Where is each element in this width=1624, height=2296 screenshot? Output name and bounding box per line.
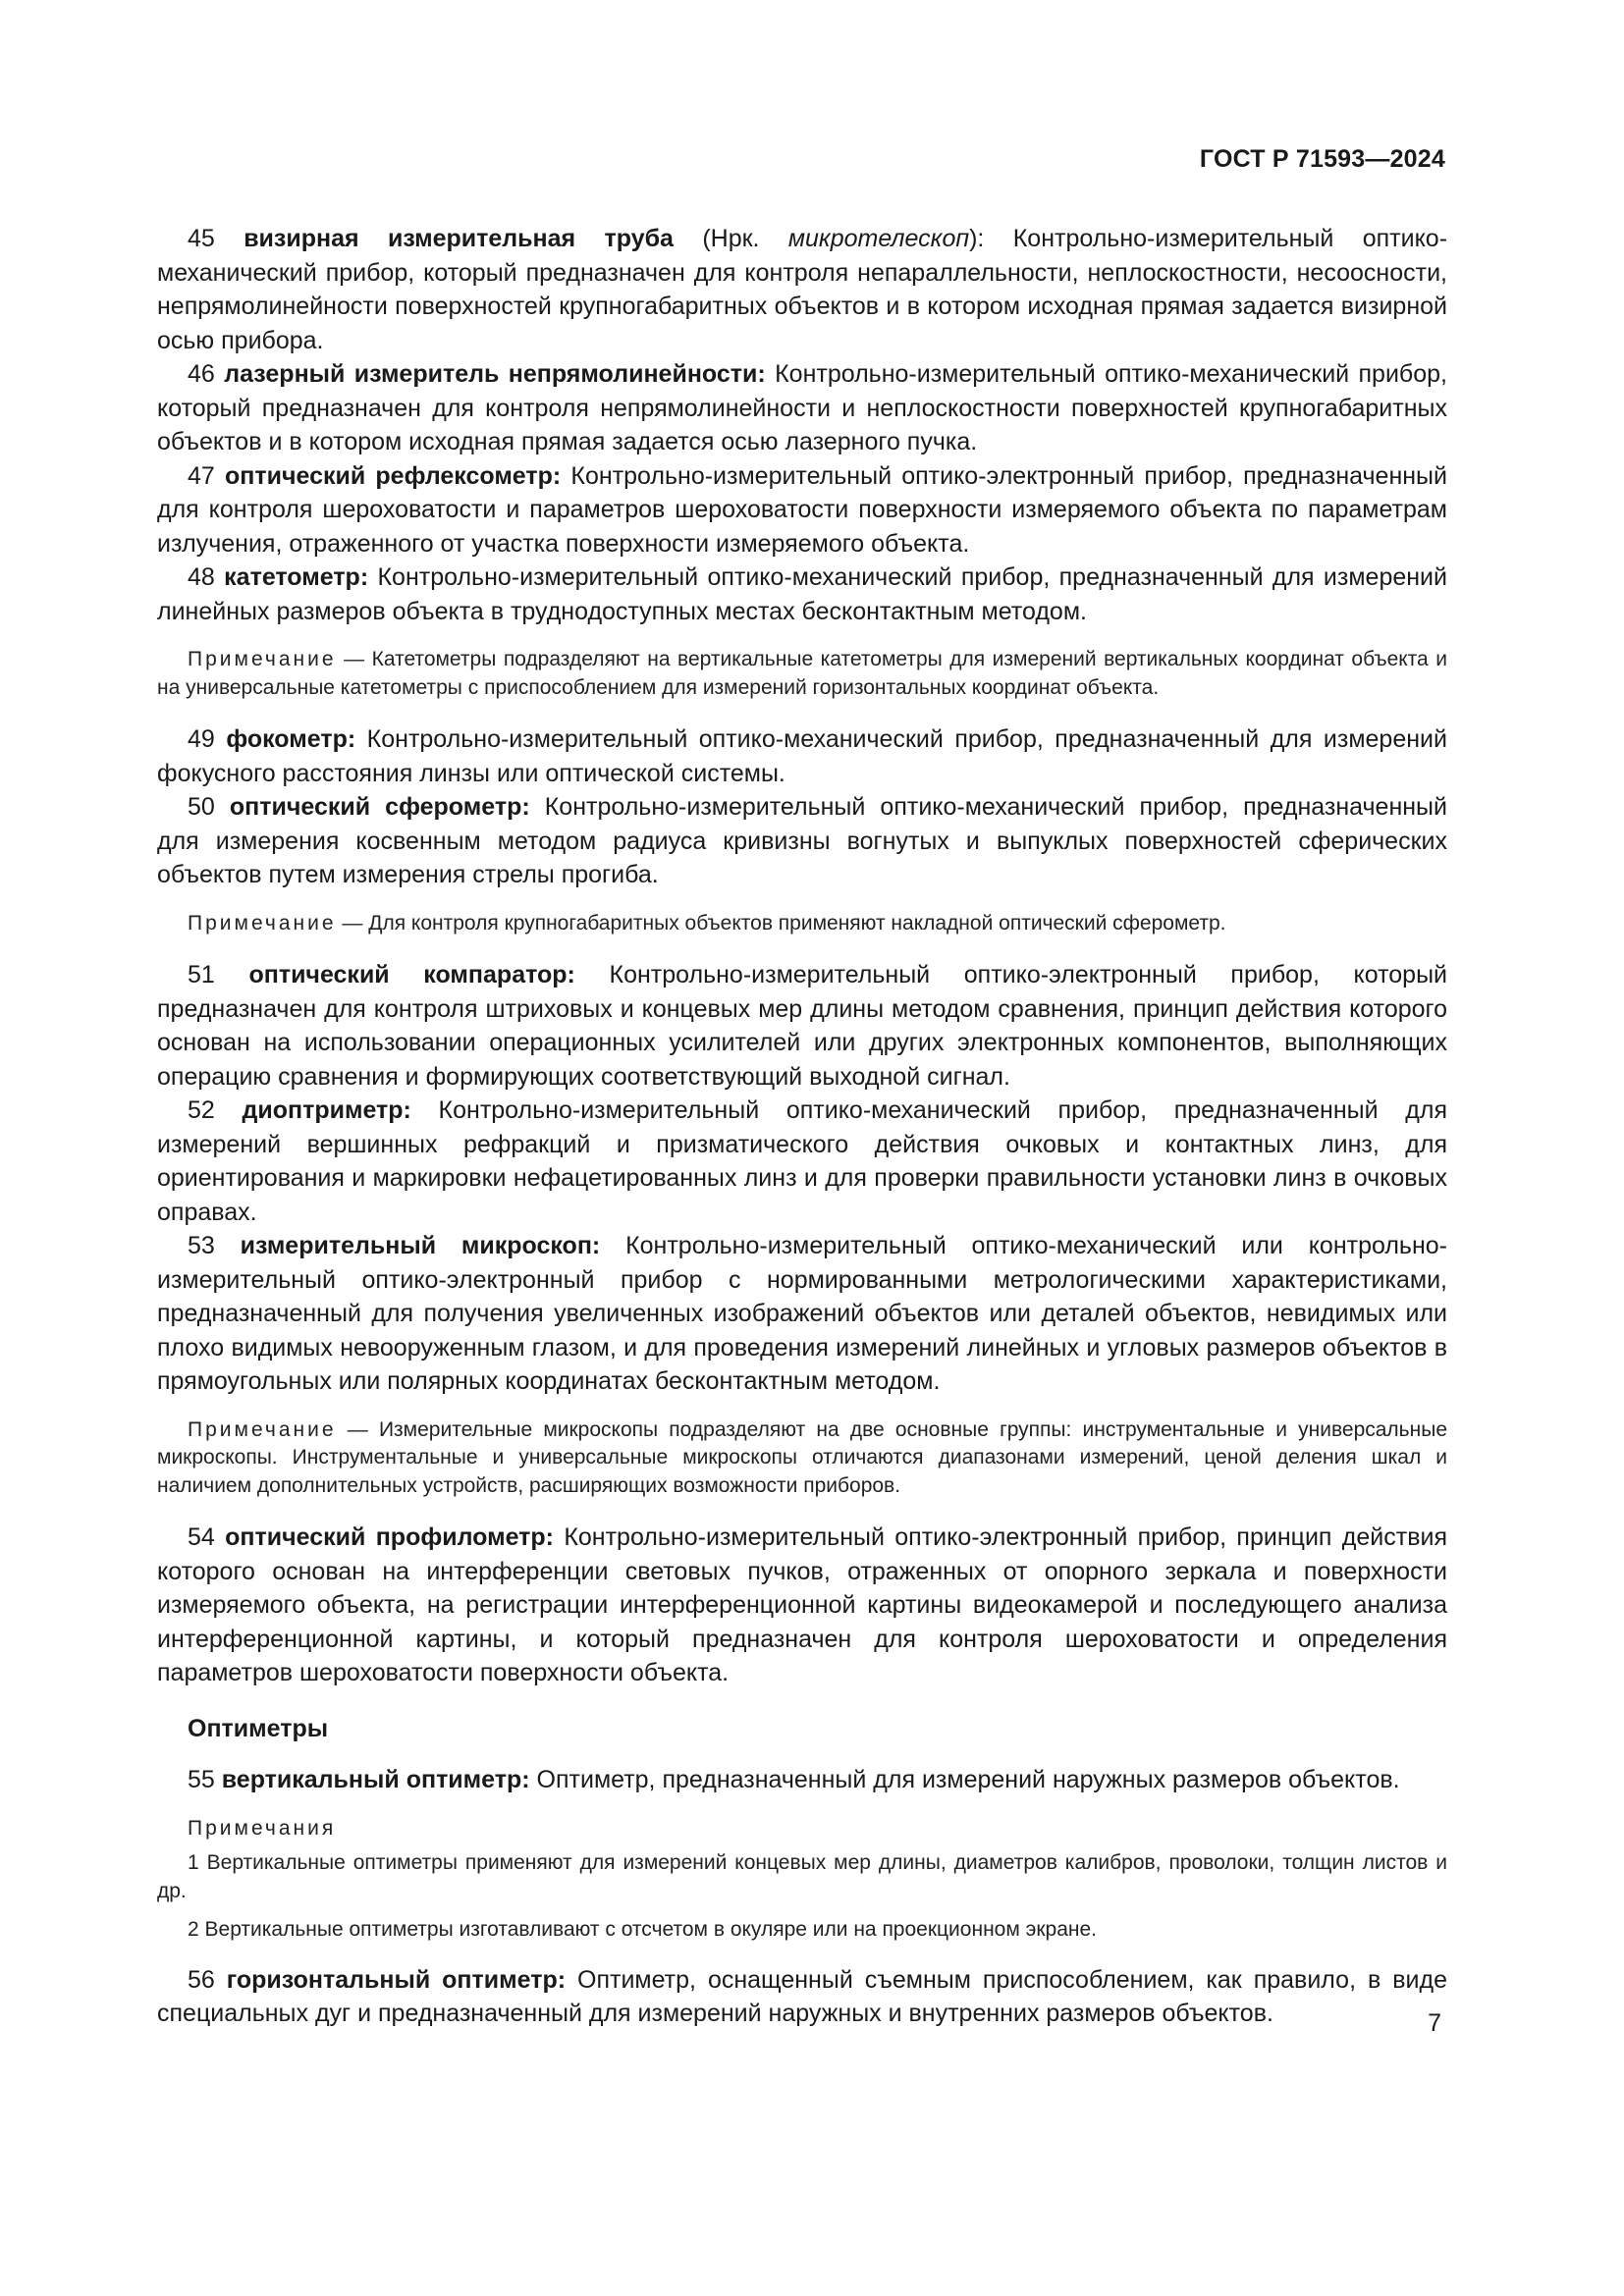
term-name: вертикальный оптиметр: [221,1766,530,1793]
note-item-1: 1 Вертикальные оптиметры применяют для измерений концевых мер длины, диаметров калибров, проволоки, толщин листов и др. [157,1851,1447,1902]
note-53 [157,1416,1447,1501]
term-name: оптический сферометр: [229,793,530,821]
term-name: измерительный микроскоп: [240,1232,601,1259]
term-52 [157,1094,1447,1229]
section-title: Оптиметры [188,1714,329,1742]
note-text: — Катетометры подразделяют на вертикальные катетометры для измерений вертикальных координат объекта и на универсальные катетометры с приспособлением для измерений горизонтальных координат объекта. [157,648,1447,699]
term-54 [157,1521,1447,1690]
term-definition: Контрольно-измерительный оптико-электронный прибор, принцип действия которого основан на интерференции световых пучков, отраженных от опорного зеркала и поверхности измеряемого объекта, на регистрации интерференционной картины видеокамерой и последующего анализа интерференционной картины, и который предназначен для контроля шероховатости и определения параметров шероховатости поверхности объекта. [157,1523,1447,1686]
note-48 [157,646,1447,702]
term-46 [157,357,1447,459]
term-name: оптический профилометр: [225,1523,554,1551]
term-name: диоптриметр: [242,1096,411,1124]
term-name: катетометр: [224,563,369,591]
term-definition: Контрольно-измерительный оптико-механический прибор, предназначенный для измерений линейных размеров объекта в труднодоступных местах бесконтактным методом. [157,563,1447,625]
term-definition: Контрольно-измерительный оптико-механический или контрольно-измерительный оптико-электронный прибор с нормированными метрологическими характеристиками, предназначенный для получения увеличенных изображений объектов или деталей объектов, невидимых или плохо видимых невооруженным глазом, и для проведения измерений линейных и угловых размеров объектов в прямоугольных или полярных координатах бесконтактным методом. [157,1232,1447,1395]
term-number: 52 [188,1096,215,1124]
term-number: 53 [188,1232,215,1259]
term-name: визирная измерительная труба [244,225,674,252]
term-name: лазерный измеритель непрямолинейности: [224,360,766,388]
term-53 [157,1229,1447,1399]
term-number: 45 [188,225,215,252]
term-definition: Контрольно-измерительный оптико-механический прибор, предназначенный для измерений фокусного расстояния линзы или оптической системы. [157,725,1447,787]
term-number: 47 [188,461,215,490]
note-text: — Для контроля крупногабаритных объектов применяют накладной оптический сферометр. [336,911,1226,934]
term-definition: Контрольно-измерительный оптико-механический прибор, предназначенный для измерения косвенным методом радиуса кривизны вогнутых и выпуклых поверхностей сферических объектов путем измерения стрелы прогиба. [157,793,1447,888]
term-definition: Контрольно-измерительный оптико-электронный прибор, предназначенный для контроля шероховатости и параметров шероховатости поверхности измеряемого объекта по параметрам излучения, отраженного от участка поверхности измеряемого объекта. [157,461,1447,558]
note-label: Примечание [188,1417,337,1441]
term-name: фокометр: [226,725,356,753]
term-definition: Контрольно-измерительный оптико-механический прибор, предназначенный для измерений вершинных рефракций и призматического действия очковых и контактных линз, для ориентирования и маркировки нефацетированных линз и для проверки правильности установки линз в очковых оправах. [157,1096,1447,1226]
note-text: — Измерительные микроскопы подразделяют на две основные группы: инструментальные и универсальные микроскопы. Инструментальные и универсальные микроскопы отличаются диапазонами измерений, ценой деления шкал и наличием дополнительных устройств, расширяющих возможности приборов. [157,1417,1447,1497]
term-47 [157,459,1447,561]
term-definition: Оптиметр, оснащенный съемным приспособлением, как правило, в виде специальных дуг и предназначенный для измерений наружных и внутренних размеров объектов. [157,1965,1447,2027]
term-51 [157,958,1447,1094]
term-name: горизонтальный оптиметр: [226,1965,567,1994]
term-50 [157,790,1447,892]
term-number: 55 [188,1766,215,1793]
document-body [157,222,1447,2031]
term-48 [157,561,1447,628]
term-definition: ): Контрольно-измерительный оптико-механический прибор, который предназначен для контроля непараллельности, неплоскостности, несоосности, непрямолинейности поверхностей крупногабаритных объектов и в котором исходная прямая задается визирной осью прибора. [157,225,1448,354]
term-name: оптический рефлексометр: [225,461,562,490]
note-label: Примечание [188,648,337,670]
standard-header: ГОСТ Р 71593—2024 [1199,145,1445,173]
term-number: 54 [188,1523,215,1551]
term-45 [157,222,1447,357]
term-number: 49 [188,725,215,753]
term-56 [157,1963,1447,2031]
term-definition: Контрольно-измерительный оптико-электронный прибор, который предназначен для контроля штриховых и концевых мер длины методом сравнения, принцип действия которого основан на использовании операционных усилителей или других электронных компонентов, выполняющих операцию сравнения и формирующих соответствующий выходной сигнал. [157,961,1448,1091]
term-tail: (Нрк. [673,225,788,252]
note-item-2: 2 Вертикальные оптиметры изготавливают с отсчетом в окуляре или на проекционном экране. [188,1918,1097,1941]
term-number: 48 [188,563,215,591]
term-number: 56 [188,1965,215,1994]
term-definition: Контрольно-измерительный оптико-механический прибор, который предназначен для контроля непрямолинейности и неплоскостности поверхностей крупногабаритных объектов и в котором исходная прямая задается осью лазерного пучка. [157,360,1447,455]
term-name: оптический компаратор: [248,961,575,988]
term-alias: микротелескоп [787,225,970,252]
term-number: 50 [188,793,215,821]
term-55 [157,1763,1447,1797]
term-number: 51 [188,961,215,988]
term-definition: Оптиметр, предназначенный для измерений наружных размеров объектов. [529,1766,1400,1793]
note-label: Примечание [188,911,337,934]
notes-label: Примечания [188,1816,337,1840]
term-49 [157,722,1447,790]
term-number: 46 [188,360,215,388]
note-50 [157,910,1447,938]
page-number: 7 [1428,2009,1441,2037]
